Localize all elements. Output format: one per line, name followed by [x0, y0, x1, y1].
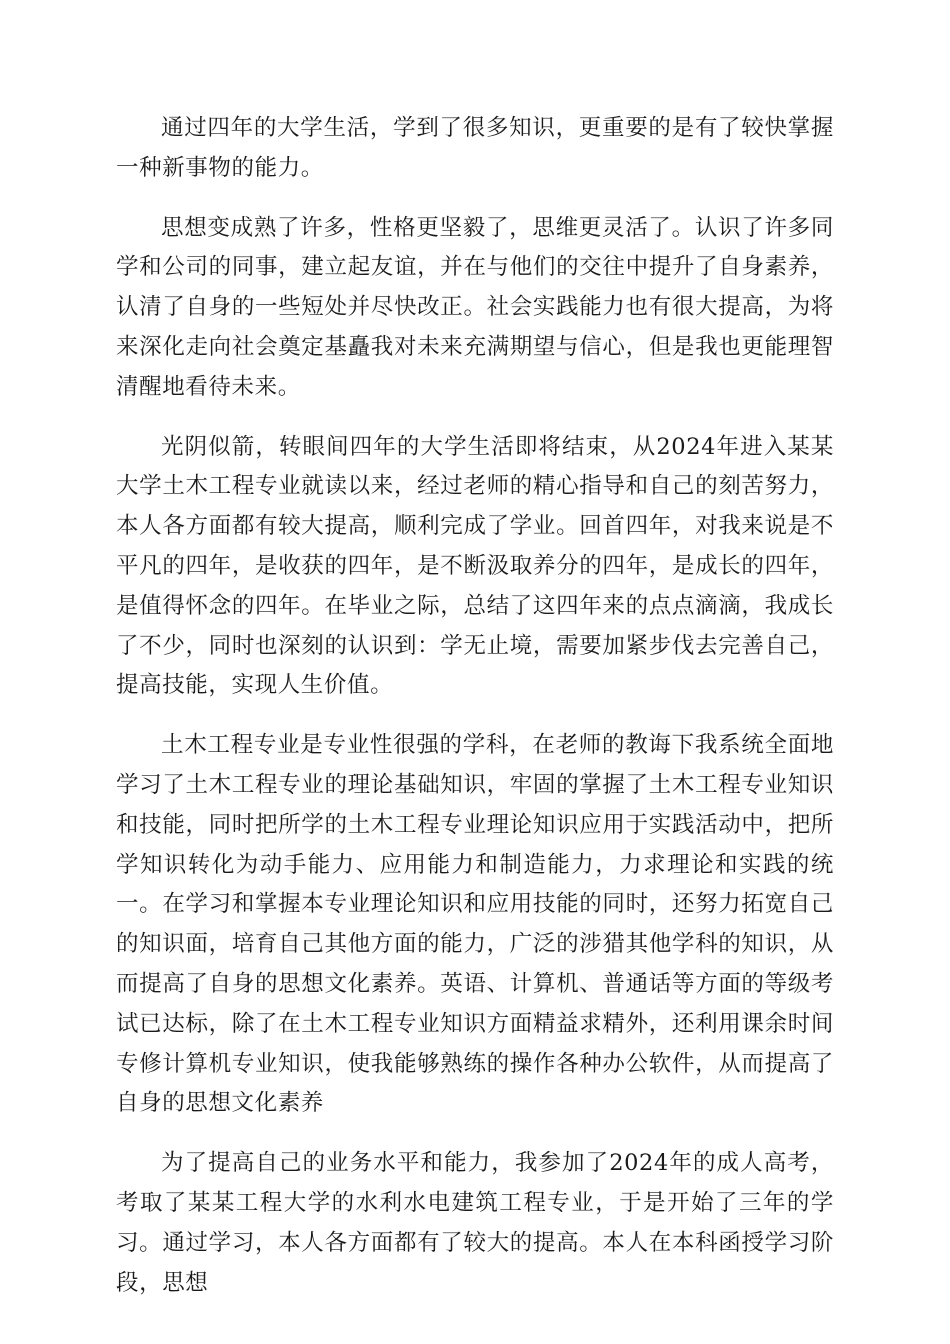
document-body — [116, 109, 834, 1323]
paragraph-5: 为了提高自己的业务水平和能力，我参加了2024年的成人高考，考取了某某工程大学的水利水电建筑工程专业，于是开始了三年的学习。通过学习，本人各方面都有了较大的提高。本人在本科函授学习阶段，思想 — [116, 1150, 834, 1296]
paragraph-3: 光阴似箭，转眼间四年的大学生活即将结束，从2024年进入某某大学土木工程专业就读以来，经过老师的精心指导和自己的刻苦努力，本人各方面都有较大提高，顺利完成了学业。回首四年，对我来说是不平凡的四年，是收获的四年，是不断汲取养分的四年，是成长的四年，是值得怀念的四年。在毕业之际，总结了这四年来的点点滴滴，我成长了不少，同时也深刻的认识到：学无止境，需要加紧步伐去完善自己，提高技能，实现人生价值。 — [116, 433, 834, 699]
paragraph-4: 土木工程专业是专业性很强的学科，在老师的教诲下我系统全面地学习了土木工程专业的理论基础知识，牢固的掌握了土木工程专业知识和技能，同时把所学的土木工程专业理论知识应用于实践活动中，把所学知识转化为动手能力、应用能力和制造能力，力求理论和实践的统一。在学习和掌握本专业理论知识和应用技能的同时，还努力拓宽自己的知识面，培育自己其他方面的能力，广泛的涉猎其他学科的知识，从而提高了自身的思想文化素养。英语、计算机、普通话等方面的等级考试已达标，除了在土木工程专业知识方面精益求精外，还利用课余时间专修计算机专业知识，使我能够熟练的操作各种办公软件，从而提高了自身的思想文化素养 — [116, 732, 834, 1117]
paragraph-2: 思想变成熟了许多，性格更坚毅了，思维更灵活了。认识了许多同学和公司的同事，建立起友谊，并在与他们的交往中提升了自身素养，认清了自身的一些短处并尽快改正。社会实践能力也有很大提高，为将来深化走向社会奠定基矗我对未来充满期望与信心，但是我也更能理智清醒地看待未来。 — [116, 214, 834, 400]
paragraph-1: 通过四年的大学生活，学到了很多知识，更重要的是有了较快掌握一种新事物的能力。 — [116, 115, 834, 181]
